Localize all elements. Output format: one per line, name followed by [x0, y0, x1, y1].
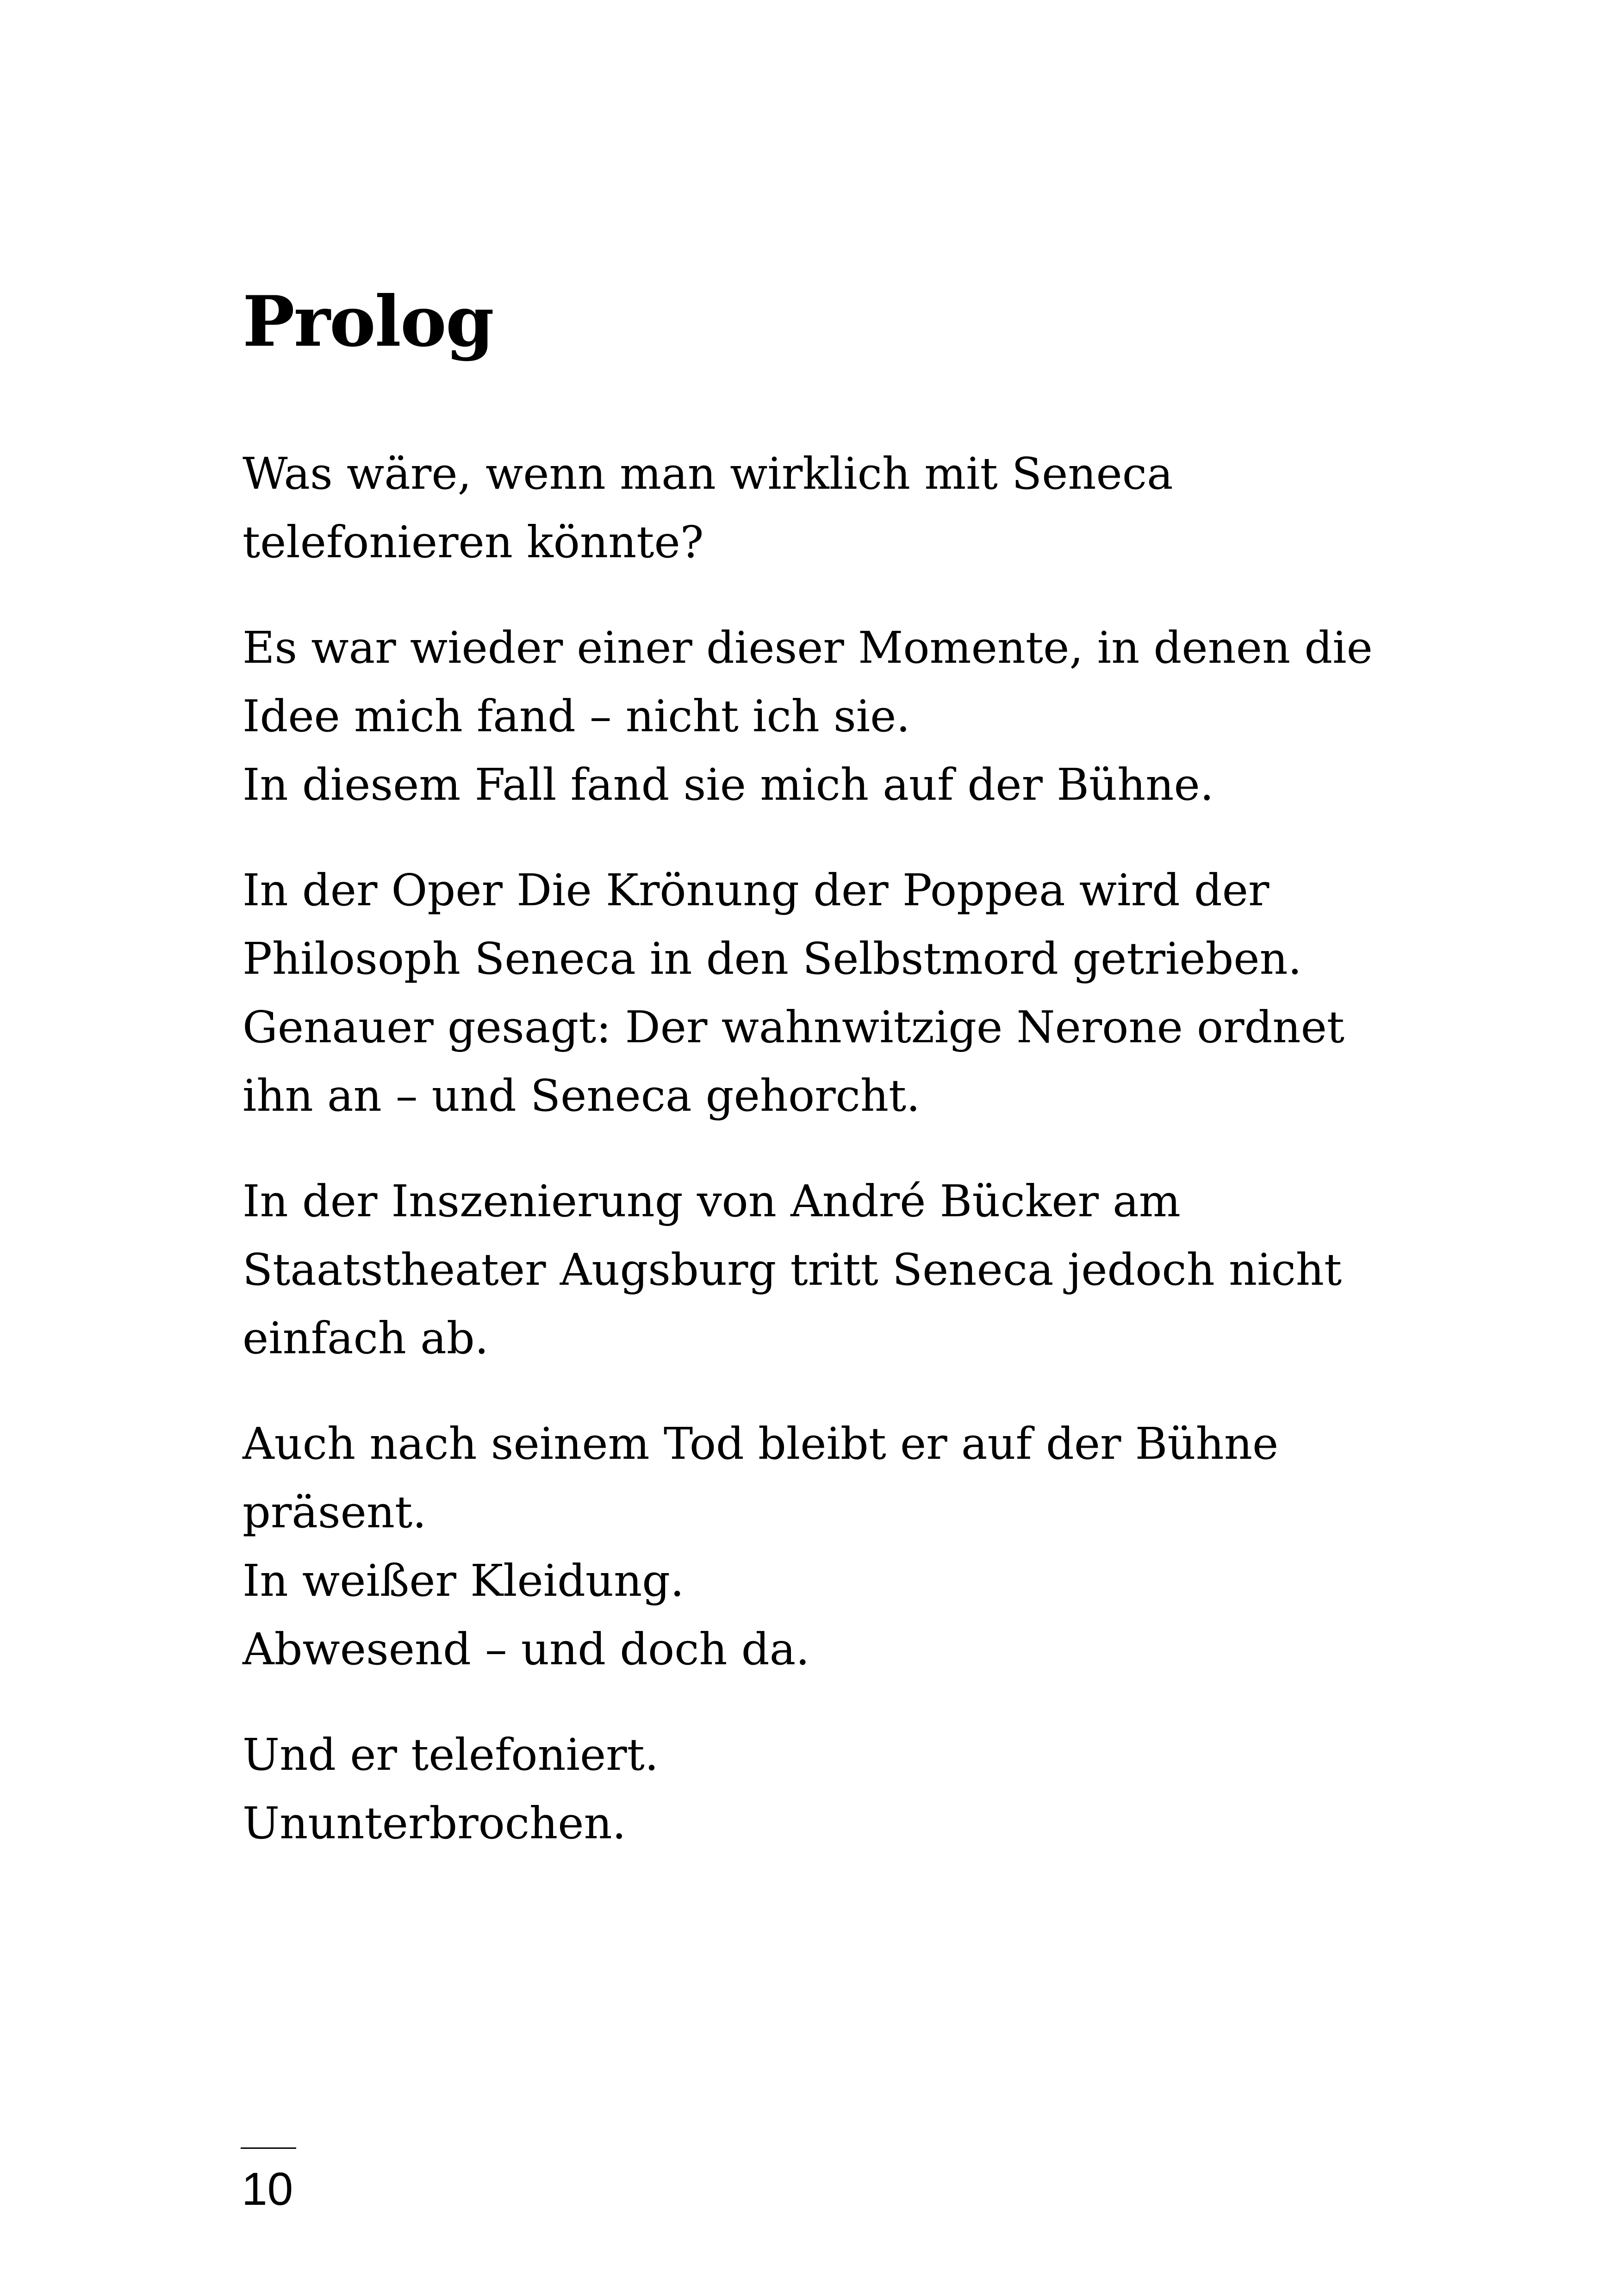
- page-number: 10: [242, 2163, 293, 2215]
- text-line: In diesem Fall fand sie mich auf der Bühne.: [243, 759, 1214, 810]
- text-line: In der Oper Die Krönung der Poppea wird der: [243, 865, 1270, 916]
- text-line: Philosoph Seneca in den Selbstmord getrieben.: [243, 933, 1302, 984]
- text-line: ihn an – und Seneca gehorcht.: [243, 1070, 921, 1121]
- paragraph-1: [243, 440, 1400, 577]
- text-line: Idee mich fand – nicht ich sie.: [243, 691, 910, 742]
- chapter-body: [243, 440, 1400, 1895]
- paragraph-5: [243, 1410, 1400, 1684]
- footer-divider: [241, 2147, 296, 2149]
- paragraph-2: [243, 614, 1400, 819]
- text-line: Ununterbrochen.: [243, 1798, 626, 1849]
- text-line: Und er telefoniert.: [243, 1730, 659, 1780]
- text-line: Staatstheater Augsburg tritt Seneca jedoch nicht: [243, 1244, 1342, 1295]
- text-line: In der Inszenierung von André Bücker am: [243, 1176, 1181, 1227]
- paragraph-6: [243, 1721, 1400, 1858]
- text-line: In weißer Kleidung.: [243, 1556, 685, 1606]
- paragraph-4: [243, 1167, 1400, 1373]
- text-line: Es war wieder einer dieser Momente, in denen die: [243, 622, 1373, 673]
- text-line: Was wäre, wenn man wirklich mit Seneca: [243, 448, 1173, 499]
- text-line: telefonieren könnte?: [243, 517, 704, 568]
- text-line: Abwesend – und doch da.: [243, 1624, 810, 1675]
- chapter-title: Prolog: [243, 281, 493, 362]
- paragraph-3: [243, 856, 1400, 1130]
- text-line: einfach ab.: [243, 1313, 489, 1364]
- text-line: Auch nach seinem Tod bleibt er auf der Bühne: [243, 1419, 1279, 1469]
- text-line: präsent.: [243, 1487, 427, 1538]
- text-line: Genauer gesagt: Der wahnwitzige Nerone ordnet: [243, 1002, 1344, 1053]
